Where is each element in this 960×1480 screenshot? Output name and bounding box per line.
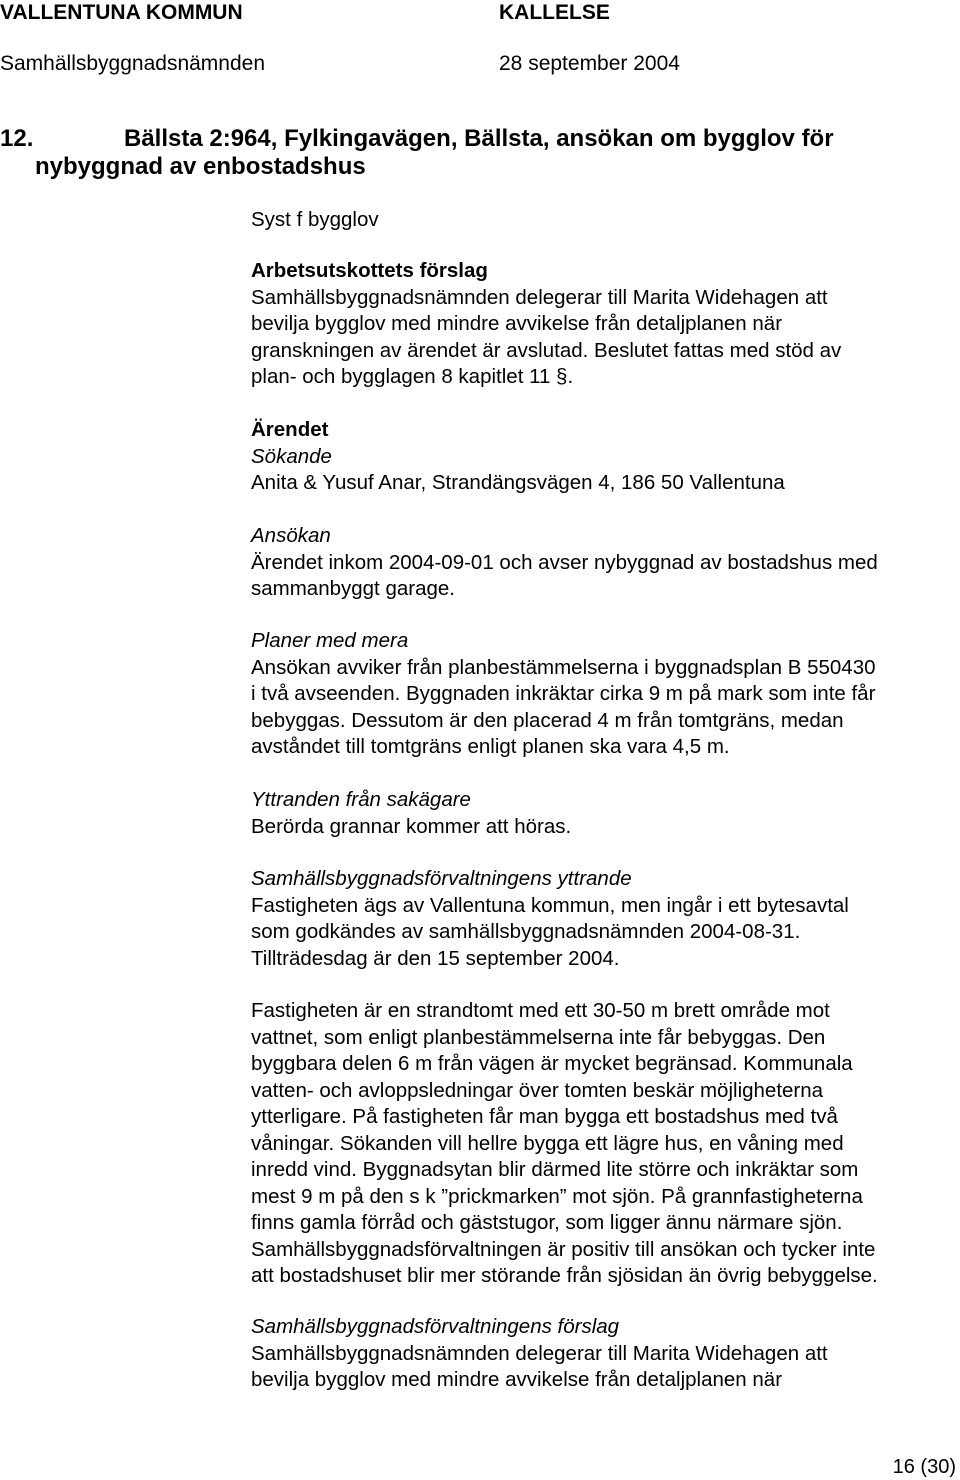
item-title-line-2: nybyggnad av enbostadshus: [35, 153, 366, 180]
org-name: VALLENTUNA KOMMUN: [0, 1, 243, 24]
plans-line: bebyggas. Dessutom är den placerad 4 m från tomtgräns, medan: [251, 708, 844, 732]
proposal-section: [251, 258, 951, 391]
admin-statement-section: [251, 866, 951, 972]
admin-statement-line: Samhällsbyggnadsförvaltningen är positiv till ansökan och tycker inte: [251, 1237, 876, 1261]
admin-statement-line: Fastigheten är en strandtomt med ett 30-50 m brett område mot: [251, 999, 830, 1022]
admin-statement-line: finns gamla förråd och gäststugor, som ligger ännu närmare sjön.: [251, 1211, 843, 1234]
item-title-line-1: Bällsta 2:964, Fylkingavägen, Bällsta, ansökan om bygglov för: [124, 125, 834, 152]
plans-line: i två avseenden. Byggnaden inkräktar cirka 9 m på mark som inte får: [251, 682, 876, 705]
proposal-line: plan- och bygglagen 8 kapitlet 11 §.: [251, 365, 574, 388]
plans-line: Ansökan avviker från planbestämmelserna i byggnadsplan B 550430: [251, 655, 876, 679]
proposal-heading: Arbetsutskottets förslag: [251, 259, 488, 282]
admin-proposal-line: bevilja bygglov med mindre avvikelse från detaljplanen när: [251, 1368, 783, 1391]
application-label: Ansökan: [251, 524, 331, 547]
proposal-line: bevilja bygglov med mindre avvikelse från detaljplanen när: [251, 312, 783, 335]
page-number: 16 (30): [892, 1456, 956, 1478]
plans-line: avståndet till tomtgräns enligt planen ska vara 4,5 m.: [251, 735, 730, 758]
admin-statement-line: ytterligare. På fastigheten får man bygga ett bostadshus med två: [251, 1105, 838, 1128]
proposal-line: granskningen av ärendet är avslutad. Beslutet fattas med stöd av: [251, 338, 842, 362]
admin-proposal-label: Samhällsbyggnadsförvaltningens förslag: [251, 1315, 620, 1338]
neighbours-text: Berörda grannar kommer att höras.: [251, 814, 572, 838]
responsible: Syst f bygglov: [251, 208, 379, 231]
admin-statement-line: vatten- och avloppsledningar över tomten beskär möjligheterna: [251, 1078, 824, 1102]
admin-statement-line: att bostadshuset blir mer störande från sjösidan än övrig bebyggelse.: [251, 1264, 878, 1287]
admin-statement-line: som godkändes av samhällsbyggnadsnämnden 2004-08-31.: [251, 920, 801, 943]
admin-statement-line: mest 9 m på den s k ”prickmarken” mot sjön. På grannfastigheterna: [251, 1184, 863, 1208]
admin-statement-line: inredd vind. Byggnadsytan blir därmed lite större och inkräktar som: [251, 1158, 859, 1181]
application-line: sammanbyggt garage.: [251, 577, 455, 600]
admin-statement-line: Tillträdesdag är den 15 september 2004.: [251, 946, 620, 970]
proposal-line: Samhällsbyggnadsnämnden delegerar till Marita Widehagen att: [251, 285, 828, 309]
neighbours-label: Yttranden från sakägare: [251, 788, 471, 811]
case-heading: Ärendet: [251, 418, 329, 441]
admin-statement-line: våningar. Sökanden vill hellre bygga ett lägre hus, en våning med: [251, 1131, 844, 1155]
application-section: [251, 523, 951, 603]
admin-proposal-section: [251, 1314, 951, 1394]
plans-section: [251, 628, 951, 761]
neighbours-section: [251, 787, 951, 840]
admin-statement-line: Fastigheten ägs av Vallentuna kommun, men ingår i ett bytesavtal: [251, 893, 849, 917]
meeting-date: 28 september 2004: [499, 52, 680, 75]
board-name: Samhällsbyggnadsnämnden: [0, 52, 266, 75]
case-section: [251, 417, 951, 497]
applicant-text: Anita & Yusuf Anar, Strandängsvägen 4, 186 50 Vallentuna: [251, 471, 785, 494]
admin-statement-line: byggbara delen 6 m från vägen är mycket begränsad. Kommunala: [251, 1052, 853, 1075]
admin-statement-paragraph: [251, 998, 951, 1290]
admin-statement-line: vattnet, som enligt planbestämmelserna inte får bebyggas. Den: [251, 1025, 826, 1049]
document-type: KALLELSE: [499, 1, 610, 24]
plans-label: Planer med mera: [251, 629, 409, 652]
admin-proposal-line: Samhällsbyggnadsnämnden delegerar till Marita Widehagen att: [251, 1341, 828, 1365]
applicant-label: Sökande: [251, 444, 332, 468]
admin-statement-label: Samhällsbyggnadsförvaltningens yttrande: [251, 867, 632, 890]
item-number: 12.: [0, 125, 34, 152]
application-line: Ärendet inkom 2004-09-01 och avser nybyggnad av bostadshus med: [251, 550, 878, 574]
